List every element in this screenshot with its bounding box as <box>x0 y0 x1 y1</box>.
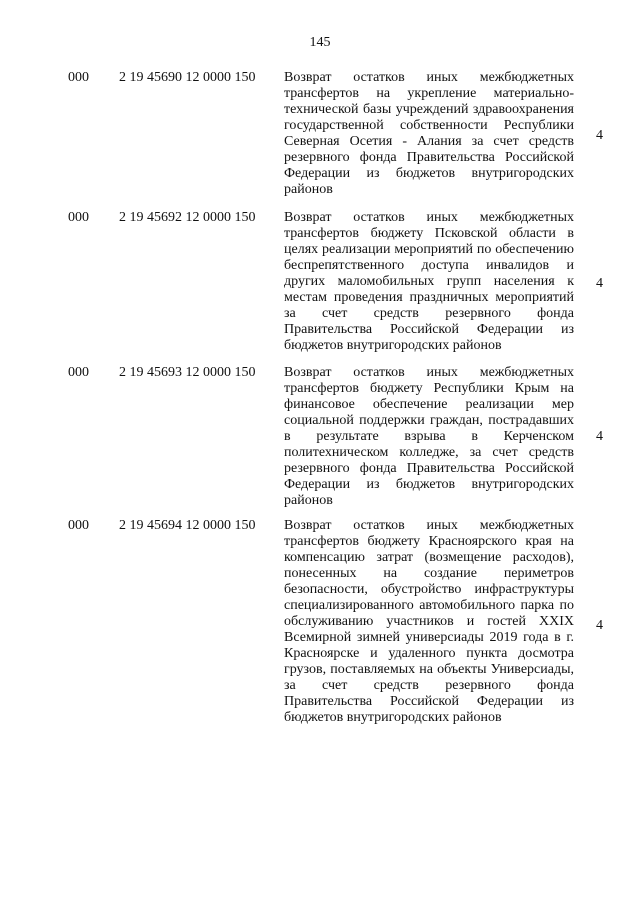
column-number: 4 <box>596 276 603 291</box>
column-number: 4 <box>596 618 603 633</box>
admin-code: 000 <box>68 518 89 533</box>
column-number: 4 <box>596 429 603 444</box>
row-description: Возврат остатков иных межбюджетных трансфертов бюджету Красноярского края на компенсацию затрат (возмещение расходов), понесенных на создание периметров безопасности, обустройство инфраструктуры специализированного автомобильного парка по обслуживанию участников и гостей XXIX Всемирной зимней универсиады 2019 года в г. Красноярске и удаленного пункта досмотра грузов, поставляемых на объекты Универсиады, за счет средств резервного фонда Правительства Российской Федерации из бюджетов внутригородских районов <box>284 518 574 725</box>
budget-classification-code: 2 19 45690 12 0000 150 <box>119 70 256 85</box>
admin-code: 000 <box>68 210 89 225</box>
budget-classification-code: 2 19 45692 12 0000 150 <box>119 210 256 225</box>
budget-classification-code: 2 19 45694 12 0000 150 <box>119 518 256 533</box>
admin-code: 000 <box>68 70 89 85</box>
column-number: 4 <box>596 128 603 143</box>
page-number: 145 <box>309 35 331 50</box>
row-description: Возврат остатков иных межбюджетных трансфертов бюджету Республики Крым на финансовое обеспечение реализации мер социальной поддержки граждан, пострадавших в результате взрыва в Керченском политехническом колледже, за счет средств резервного фонда Правительства Российской Федерации из бюджетов внутригородских районов <box>284 365 574 508</box>
admin-code: 000 <box>68 365 89 380</box>
row-description: Возврат остатков иных межбюджетных трансфертов на укрепление материально-технической базы учреждений здравоохранения государственной собственности Республики Северная Осетия - Алания за счет средств резервного фонда Правительства Российской Федерации из бюджетов внутригородских районов <box>284 70 574 197</box>
budget-classification-code: 2 19 45693 12 0000 150 <box>119 365 256 380</box>
row-description: Возврат остатков иных межбюджетных трансфертов бюджету Псковской области в целях реализации мероприятий по обеспечению беспрепятственного доступа инвалидов и других маломобильных групп населения к местам проведения праздничных мероприятий за счет средств резервного фонда Правительства Российской Федерации из бюджетов внутригородских районов <box>284 210 574 353</box>
